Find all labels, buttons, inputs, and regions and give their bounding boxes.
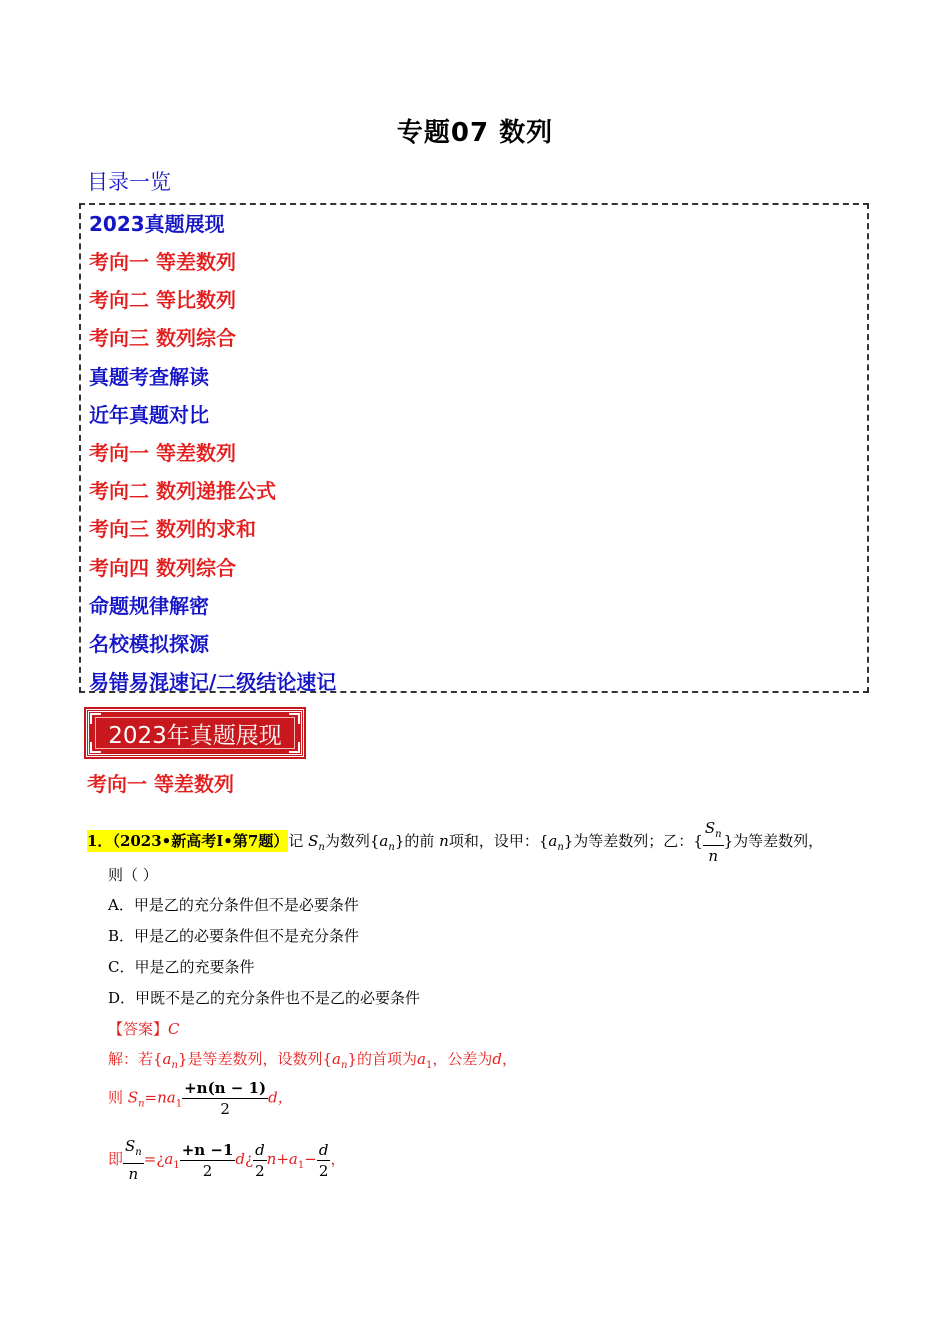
toc-item[interactable]: 考向三 数列综合	[89, 326, 236, 350]
answer-line: 【答案】C	[108, 1020, 180, 1038]
section-heading: 考向一 等差数列	[87, 772, 234, 796]
option-d[interactable]: D．甲既不是乙的充分条件也不是乙的必要条件	[108, 989, 421, 1007]
toc-heading: 目录一览	[87, 170, 171, 194]
banner-text: 2023年真题展现	[95, 717, 295, 749]
table-of-contents	[79, 203, 869, 693]
fraction-n-n-minus-1: $\frac{+n(n - 1)}{2}$	[184, 1079, 267, 1118]
solution-line-1: 解：若$\{a_n\}$是等差数列，设数列$\{a_n\}$的首项为$a_1$，公差为d，	[108, 1050, 517, 1071]
option-b[interactable]: B．甲是乙的必要条件但不是充分条件	[108, 927, 360, 945]
toc-item[interactable]: 2023真题展现	[89, 212, 225, 236]
toc-item[interactable]: 考向二 数列递推公式	[89, 479, 276, 503]
solution-line-2: 则 $S_n=na_1$ $\frac{+n(n - 1)}{2}$ d，	[108, 1079, 293, 1118]
toc-item[interactable]: 考向二 等比数列	[89, 288, 236, 312]
question-stem: 1．（2023•新高考Ⅰ•第7题）记 $S_n$为数列$\{a_n\}$的前 n项和，设甲：$\{a_n\}$为等差数列；乙：{ $\frac{S_n}{n}$ }为等差数列，	[87, 819, 824, 865]
toc-item[interactable]: 命题规律解密	[89, 594, 209, 618]
option-c[interactable]: C．甲是乙的充要条件	[108, 958, 255, 976]
toc-item[interactable]: 考向四 数列综合	[89, 556, 236, 580]
fraction-sn-over-n: $\frac{S_n}{n}$	[125, 1137, 142, 1183]
toc-item[interactable]: 真题考查解读	[89, 365, 209, 389]
solution-line-3: 即 $\frac{S_n}{n}$ $=¿a_1$ $\frac{+n -1}{2}$ d¿ $\frac{d}{2}$ $n+a_1-$ $\frac{d}{2}$ ，	[108, 1137, 346, 1183]
toc-item[interactable]: 名校模拟探源	[89, 632, 209, 656]
toc-item[interactable]: 考向一 等差数列	[89, 441, 236, 465]
fraction-n-minus-1: $\frac{+n -1}{2}$	[181, 1140, 234, 1180]
section-banner	[86, 709, 304, 757]
document-title: 专题07 数列	[396, 118, 554, 148]
toc-item[interactable]: 易错易混速记/二级结论速记	[89, 670, 337, 694]
toc-item[interactable]: 考向三 数列的求和	[89, 517, 256, 541]
question-number-source: 1．（2023•新高考Ⅰ•第7题）	[87, 832, 289, 850]
toc-item[interactable]: 近年真题对比	[89, 403, 209, 427]
question-stem-end: 则（ ）	[108, 866, 158, 884]
fraction-d-over-2: $\frac{d}{2}$	[318, 1140, 329, 1180]
toc-item[interactable]: 考向一 等差数列	[89, 250, 236, 274]
fraction-sn-over-n: $\frac{S_n}{n}$	[704, 819, 722, 865]
fraction-d-over-2: $\frac{d}{2}$	[255, 1140, 265, 1180]
option-a[interactable]: A．甲是乙的充分条件但不是必要条件	[108, 896, 359, 914]
